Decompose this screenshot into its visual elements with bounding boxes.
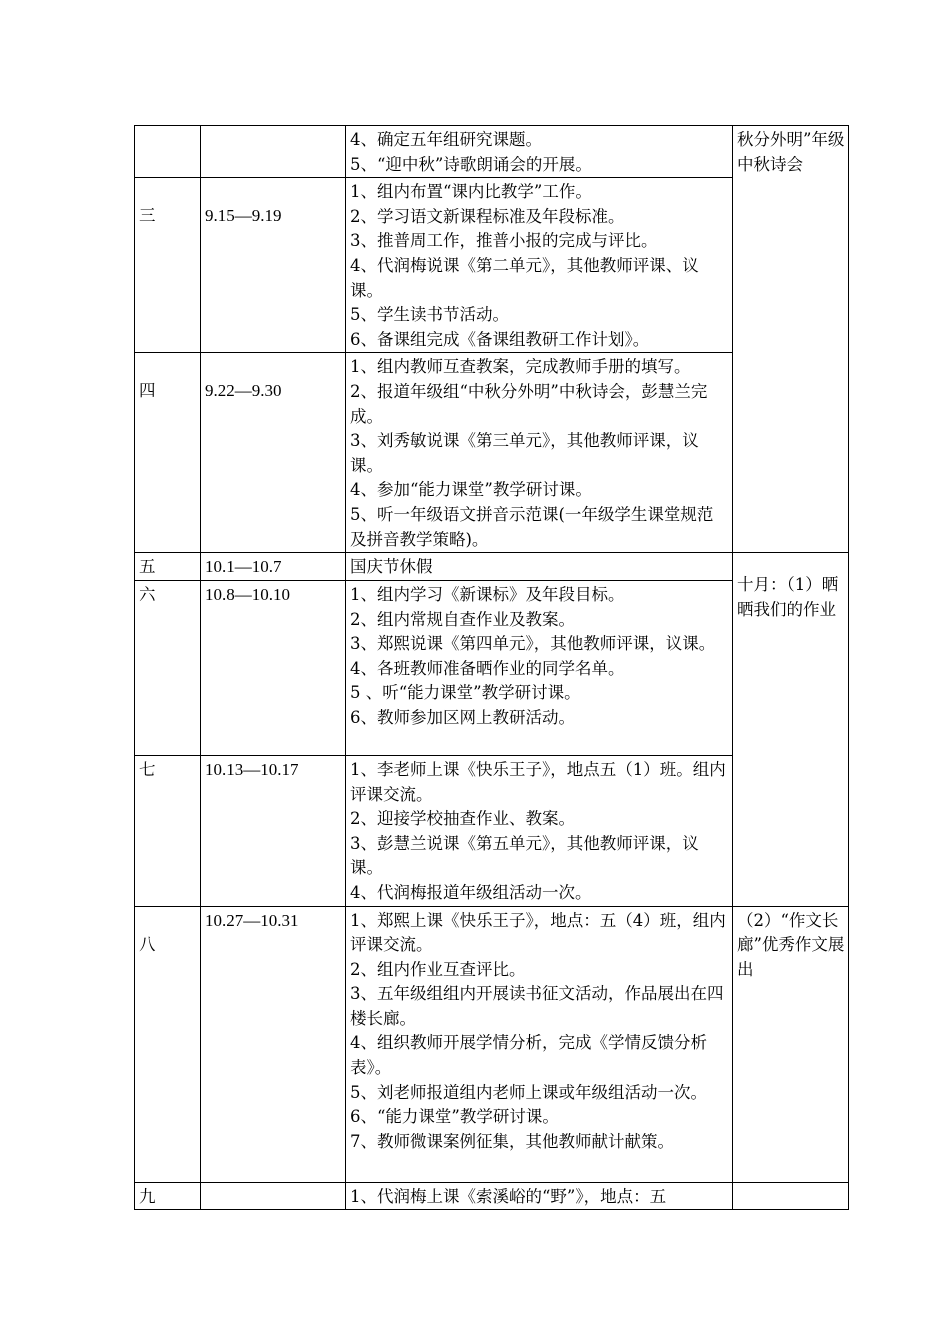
list-item: 1、组内布置“课内比教学”工作。 [350, 182, 592, 202]
weekly-plan-table [134, 125, 849, 1210]
note-cell [733, 1182, 849, 1210]
list-item: 7、教师微课案例征集，其他教师献计献策。 [350, 1131, 674, 1151]
content-cell [346, 553, 733, 581]
date-cell: 10.8—10.10 [201, 580, 346, 755]
list-item: 5、刘老师报道组内老师上课或年级组活动一次。 [350, 1082, 707, 1102]
list-item: 4、组织教师开展学情分析，完成《学情反馈分析表》。 [350, 1033, 707, 1078]
date-cell: 10.27—10.31 [201, 906, 346, 1182]
week-cell: 八 [135, 906, 201, 1182]
content-cell [346, 353, 733, 553]
week-cell: 九 [135, 1182, 201, 1210]
list-item: 5、听一年级语文拼音示范课(一年级学生课堂规范及拼音教学策略)。 [350, 504, 714, 549]
date-cell [201, 126, 346, 178]
list-item: 4、各班教师准备晒作业的同学名单。 [350, 658, 625, 678]
list-item: 4、参加“能力课堂”教学研讨课。 [350, 480, 592, 500]
list-item: 3、郑熙说课《第四单元》，其他教师评课，议课。 [350, 634, 716, 654]
table-row [135, 126, 849, 178]
list-item: 5、学生读书节活动。 [350, 305, 509, 325]
list-item: 1、李老师上课《快乐王子》，地点五（1）班。组内评课交流。 [350, 759, 726, 804]
note-cell: 秋分外明”年级中秋诗会 [733, 126, 849, 553]
list-item: 2、组内作业互查评比。 [350, 959, 526, 979]
date-cell [201, 1182, 346, 1210]
list-item: 1、郑熙上课《快乐王子》，地点：五（4）班，组内评课交流。 [350, 910, 726, 955]
table-row [135, 1182, 849, 1210]
list-item: 4、确定五年组研究课题。 [350, 130, 542, 149]
date-cell: 9.15—9.19 [201, 178, 346, 353]
list-item: 4、代润梅说课《第二单元》，其他教师评课、议课。 [350, 255, 699, 300]
content-cell [346, 126, 733, 178]
content-cell [346, 1182, 733, 1210]
week-cell: 六 [135, 580, 201, 755]
list-item: 3、推普周工作，推普小报的完成与评比。 [350, 231, 658, 251]
content-cell [346, 755, 733, 906]
list-item: 国庆节休假 [350, 557, 433, 577]
list-item: 2、组内常规自查作业及教案。 [350, 609, 575, 629]
week-cell: 三 [135, 178, 201, 353]
week-cell: 五 [135, 553, 201, 581]
list-item: 1、代润梅上课《索溪峪的“野”》，地点：五 [350, 1186, 667, 1206]
content-cell [346, 906, 733, 1182]
list-item: 1、组内学习《新课标》及年段目标。 [350, 584, 625, 604]
list-item: 6、备课组完成《备课组教研工作计划》。 [350, 329, 650, 349]
list-item: 6、教师参加区网上教研活动。 [350, 707, 575, 727]
list-item: 3、刘秀敏说课《第三单元》，其他教师评课，议课。 [350, 431, 699, 475]
list-item: 5 、听“能力课堂”教学研讨课。 [350, 683, 581, 703]
content-cell [346, 178, 733, 353]
list-item: 2、迎接学校抽查作业、教案。 [350, 809, 575, 829]
table-row [135, 906, 849, 1182]
list-item: 2、报道年级组“中秋分外明”中秋诗会，彭慧兰完成。 [350, 381, 708, 426]
list-item: 3、五年级组组内开展读书征文活动，作品展出在四楼长廊。 [350, 984, 724, 1028]
date-cell: 10.1—10.7 [201, 553, 346, 581]
list-item: 6、“能力课堂”教学研讨课。 [350, 1107, 559, 1127]
list-item: 2、学习语文新课程标准及年段标准。 [350, 206, 625, 226]
list-item: 5、“迎中秋”诗歌朗诵会的开展。 [350, 154, 592, 174]
week-cell: 七 [135, 755, 201, 906]
note-cell: 十月：（1）晒晒我们的作业 [733, 553, 849, 906]
week-cell: 四 [135, 353, 201, 553]
note-cell: （2）“作文长廊”优秀作文展出 [733, 906, 849, 1182]
list-item: 3、彭慧兰说课《第五单元》，其他教师评课，议课。 [350, 833, 699, 878]
list-item: 1、组内教师互查教案，完成教师手册的填写。 [350, 357, 691, 377]
list-item: 4、代润梅报道年级组活动一次。 [350, 882, 592, 902]
date-cell: 9.22—9.30 [201, 353, 346, 553]
date-cell: 10.13—10.17 [201, 755, 346, 906]
week-cell [135, 126, 201, 178]
table-row [135, 553, 849, 581]
content-cell [346, 580, 733, 755]
